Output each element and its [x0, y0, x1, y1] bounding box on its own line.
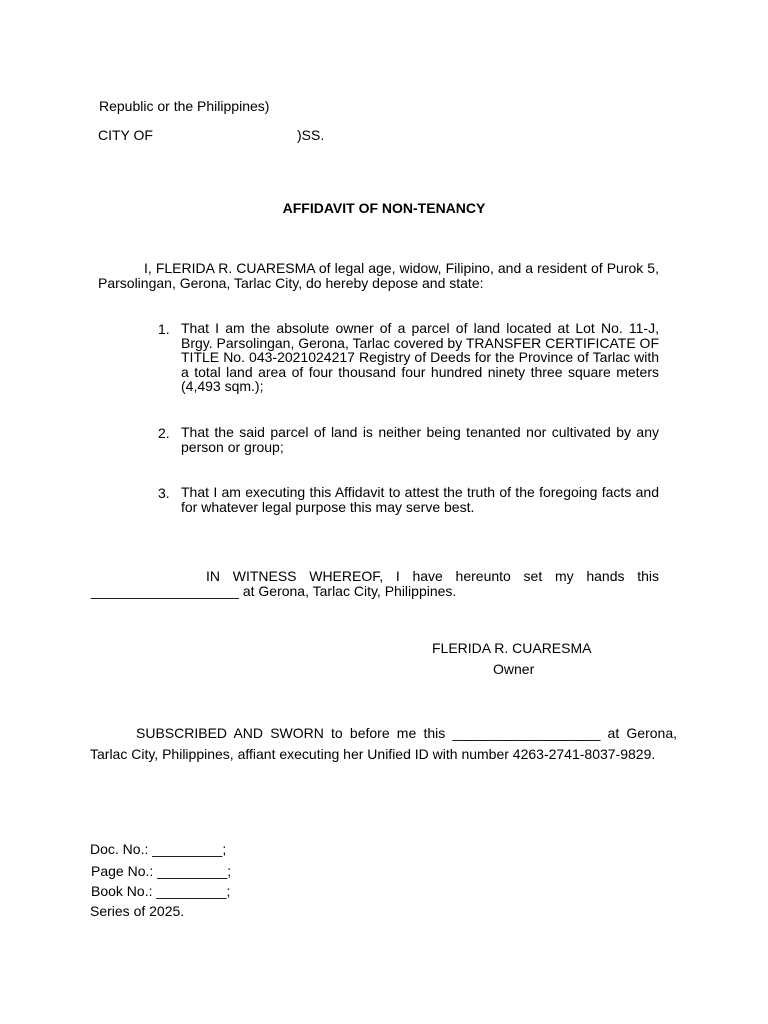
- book-no: Book No.: _________;: [91, 883, 231, 899]
- item-number: 1.: [158, 321, 170, 337]
- doc-no: Doc. No.: _________;: [90, 841, 227, 857]
- witness-line-2: ___________________ at Gerona, Tarlac City, Philippines.: [91, 583, 457, 599]
- list-item: That I am the absolute owner of a parcel of land located at Lot No. 11-J, Brgy. Parsolingan, Gerona, Tarlac covered by TRANSFER CERTIFICATE OF TITLE No. 043-2021024217 Registry of Deeds for the Province of Tarlac with a total land area of four thousand four hundred ninety three square meters (4,493 sqm.);: [181, 320, 659, 394]
- witness-line-1: IN WITNESS WHEREOF, I have hereunto set my hands this: [206, 568, 659, 584]
- signatory-name: FLERIDA R. CUARESMA: [432, 640, 592, 656]
- ss-label: )SS.: [297, 127, 325, 143]
- item-number: 3.: [158, 485, 170, 501]
- city-of-label: CITY OF: [98, 127, 153, 143]
- series: Series of 2025.: [90, 903, 185, 919]
- intro-paragraph: I, FLERIDA R. CUARESMA of legal age, widow, Filipino, and a resident of Purok 5, Parsolingan, Gerona, Tarlac City, do hereby depose and state:: [98, 260, 659, 291]
- item-number: 2.: [158, 425, 170, 441]
- page-no: Page No.: _________;: [91, 863, 232, 879]
- list-item: That I am executing this Affidavit to attest the truth of the foregoing facts and for whatever legal purpose this may serve best.: [181, 484, 659, 515]
- document-title: AFFIDAVIT OF NON-TENANCY: [282, 200, 486, 216]
- republic-header: Republic or the Philippines): [99, 98, 270, 114]
- list-item: That the said parcel of land is neither being tenanted nor cultivated by any person or group;: [181, 424, 659, 455]
- jurat-paragraph: SUBSCRIBED AND SWORN to before me this ___________________ at Gerona, Tarlac City, Philippines, affiant executing her Unified ID with number 4263-2741-8037-9829.: [90, 725, 677, 762]
- signatory-role: Owner: [493, 661, 535, 677]
